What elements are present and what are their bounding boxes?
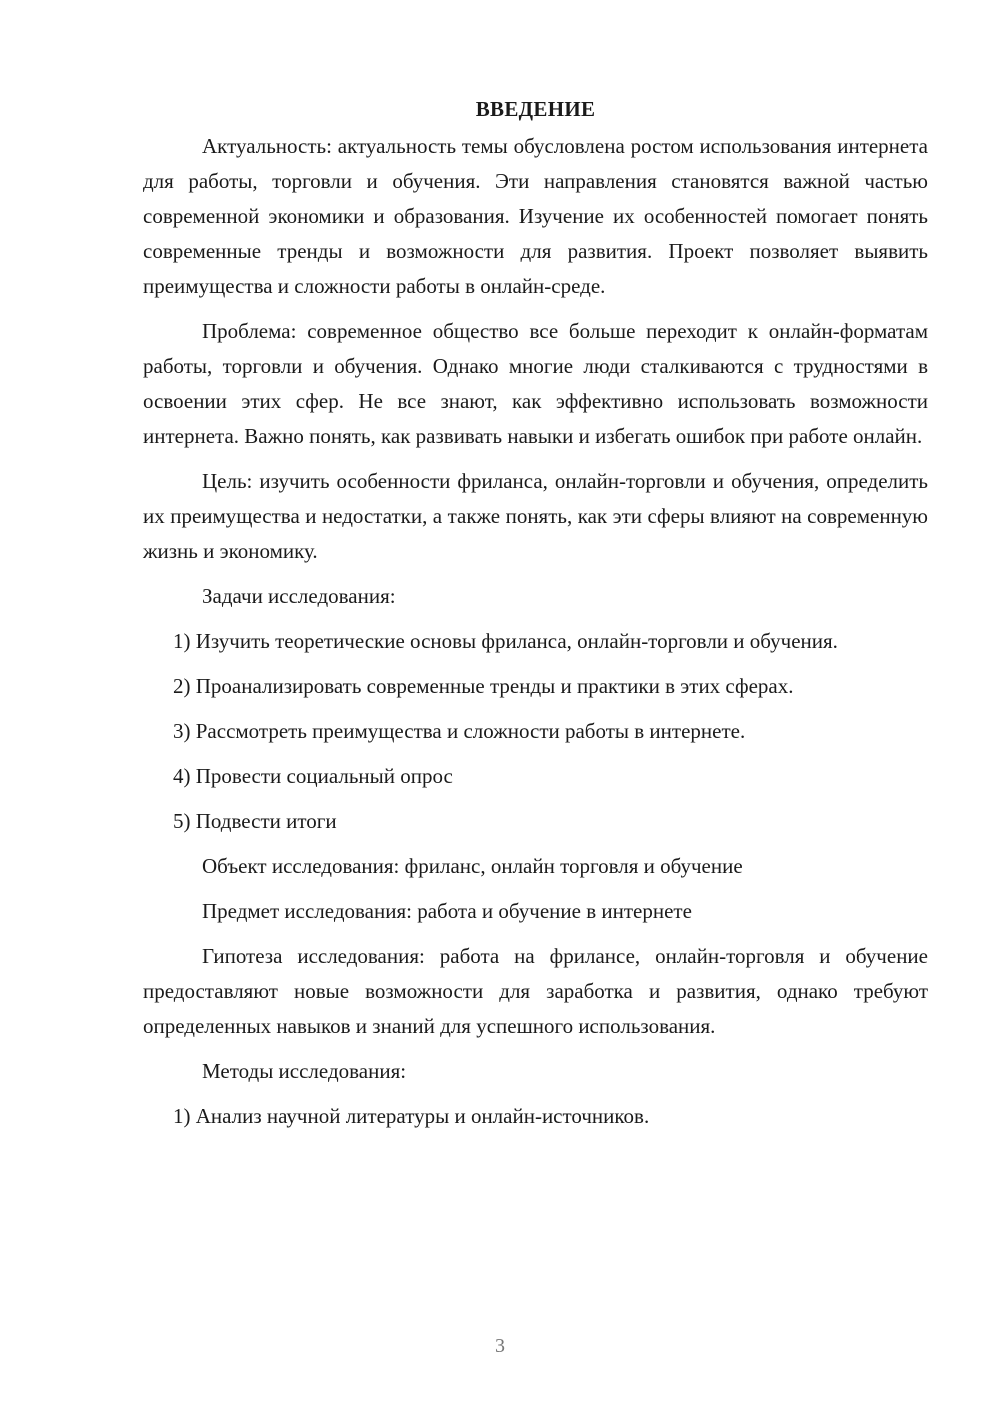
method-item-1: 1) Анализ научной литературы и онлайн-источников. xyxy=(173,1104,650,1128)
methods-title: Методы исследования: xyxy=(202,1059,407,1083)
subject-paragraph: Предмет исследования: работа и обучение в интернете xyxy=(202,899,692,923)
tasks-title: Задачи исследования: xyxy=(202,584,396,608)
task-item-5: 5) Подвести итоги xyxy=(173,809,337,833)
page-number: 3 xyxy=(495,1335,505,1357)
task-item-3: 3) Рассмотреть преимущества и сложности работы в интернете. xyxy=(173,719,746,743)
page-title: ВВЕДЕНИЕ xyxy=(475,97,596,121)
task-item-2: 2) Проанализировать современные тренды и практики в этих сферах. xyxy=(173,674,794,698)
hypothesis-paragraph: Гипотеза исследования: работа на фрилансе, онлайн-торговля и обучение предоставляют новые возможности для заработка и развития, однако требуют определенных навыков и знаний для успешного использования. xyxy=(143,944,928,1038)
problem-paragraph: Проблема: современное общество все больше переходит к онлайн-форматам работы, торговли и обучения. Однако многие люди сталкиваются с трудностями в освоении этих сфер. Не все знают, как эффективно использовать возможности интернета. Важно понять, как развивать навыки и избегать ошибок при работе онлайн. xyxy=(143,319,928,448)
relevance-paragraph: Актуальность: актуальность темы обусловлена ростом использования интернета для работы, торговли и обучения. Эти направления становятся важной частью современной экономики и образования. Изучение их особенностей помогает понять современные тренды и возможности для развития. Проект позволяет выявить преимущества и сложности работы в онлайн-среде. xyxy=(143,134,928,298)
task-item-1: 1) Изучить теоретические основы фриланса, онлайн-торговли и обучения. xyxy=(173,629,838,653)
object-paragraph: Объект исследования: фриланс, онлайн торговля и обучение xyxy=(202,854,743,878)
task-item-4: 4) Провести социальный опрос xyxy=(173,764,453,788)
goal-paragraph: Цель: изучить особенности фриланса, онлайн-торговли и обучения, определить их преимущества и недостатки, а также понять, как эти сферы влияют на современную жизнь и экономику. xyxy=(143,469,928,563)
document-page xyxy=(143,92,928,1134)
